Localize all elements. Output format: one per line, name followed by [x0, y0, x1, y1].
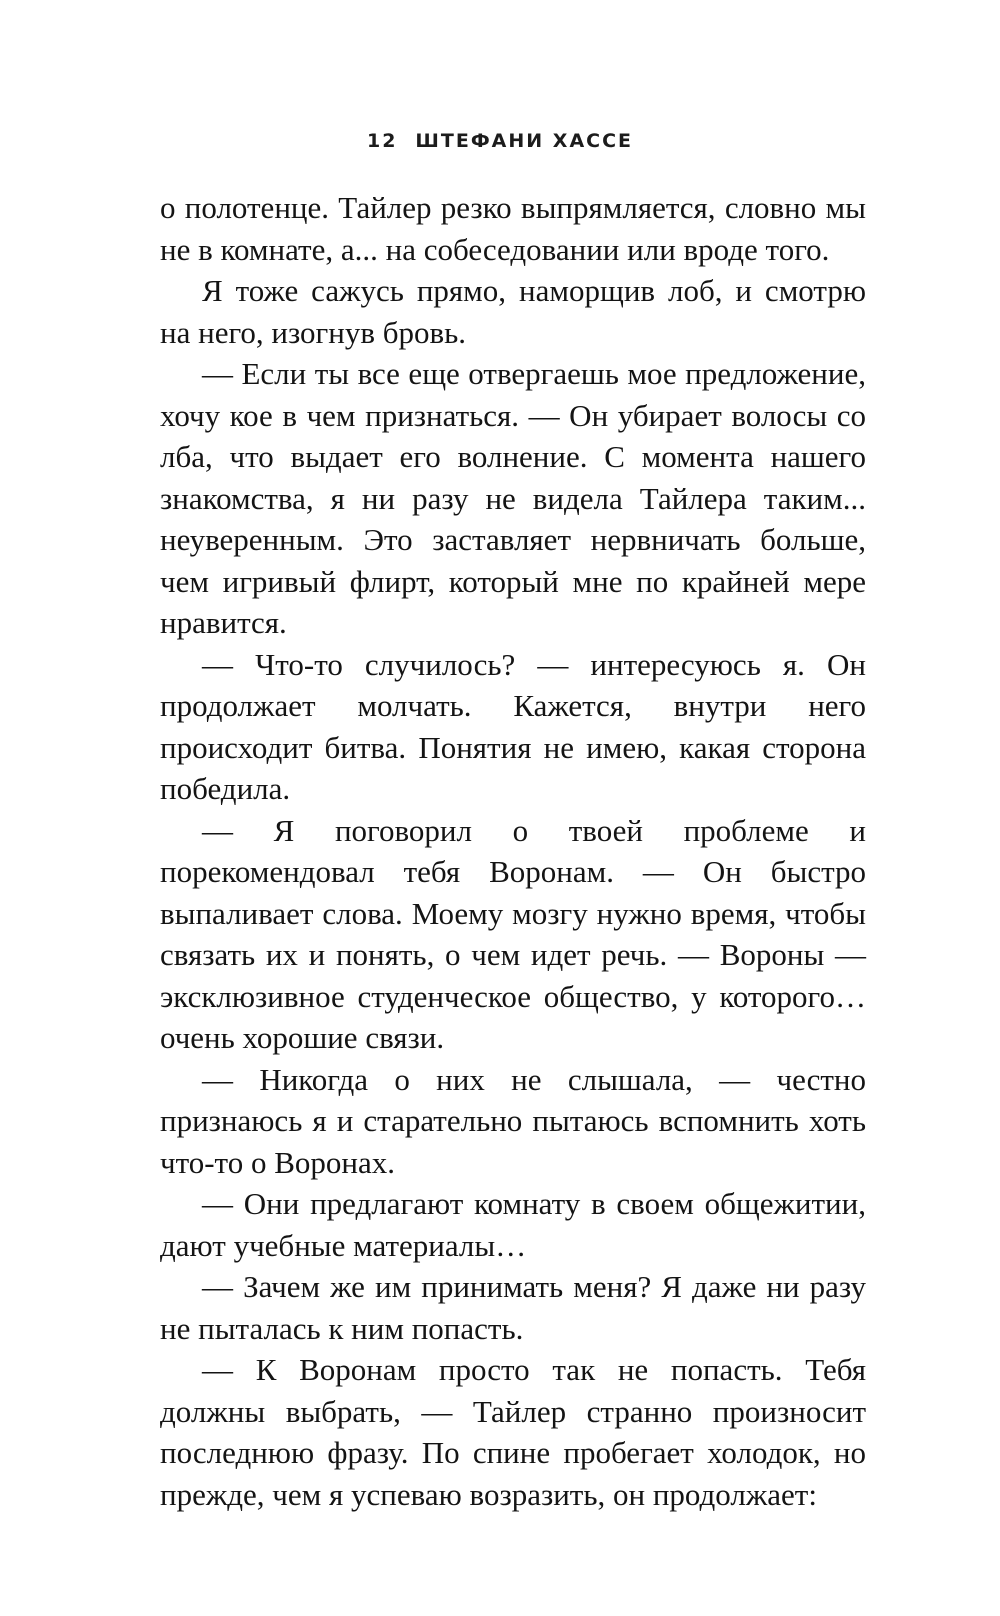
- author-name: ШТЕФАНИ ХАССЕ: [415, 130, 634, 152]
- paragraph: — Я поговорил о твоей проблеме и порекомендовал тебя Воронам. — Он быстро выпаливает слова. Моему мозгу нужно время, чтобы связать их и понять, о чем идет речь. — Вороны — эксклюзивное студенческое общество, у которого… очень хорошие связи.: [160, 812, 866, 1055]
- paragraph: — К Воронам просто так не попасть. Тебя должны выбрать, — Тайлер странно произносит последнюю фразу. По спине пробегает холодок, но прежде, чем я успеваю возразить, он продолжает:: [160, 1352, 866, 1512]
- paragraph: о полотенце. Тайлер резко выпрямляется, словно мы не в комнате, а... на собеседовании или вроде того.: [160, 190, 866, 267]
- running-head: [0, 130, 1000, 152]
- paragraph: Я тоже сажусь прямо, наморщив лоб, и смотрю на него, изогнув бровь.: [160, 273, 866, 350]
- paragraph: — Зачем же им принимать меня? Я даже ни разу не пыталась к ним попасть.: [160, 1269, 866, 1346]
- paragraph: — Они предлагают комнату в своем общежитии, дают учебные материалы…: [160, 1186, 866, 1263]
- paragraph: — Если ты все еще отвергаешь мое предложение, хочу кое в чем признаться. — Он убирает волосы со лба, что выдает его волнение. С момента нашего знакомства, я ни разу не видела Тайлера таким... неуверенным. Это заставляет нервничать больше, чем игривый флирт, который мне по крайней мере нравится.: [160, 356, 866, 640]
- page-number: 12: [366, 130, 398, 152]
- paragraph: — Никогда о них не слышала, — честно признаюсь я и старательно пытаюсь вспомнить хоть что-то о Воронах.: [160, 1061, 866, 1180]
- paragraph: — Что-то случилось? — интересуюсь я. Он продолжает молчать. Кажется, внутри него происходит битва. Понятия не имею, какая сторона победила.: [160, 646, 866, 806]
- body-text: [160, 187, 866, 1515]
